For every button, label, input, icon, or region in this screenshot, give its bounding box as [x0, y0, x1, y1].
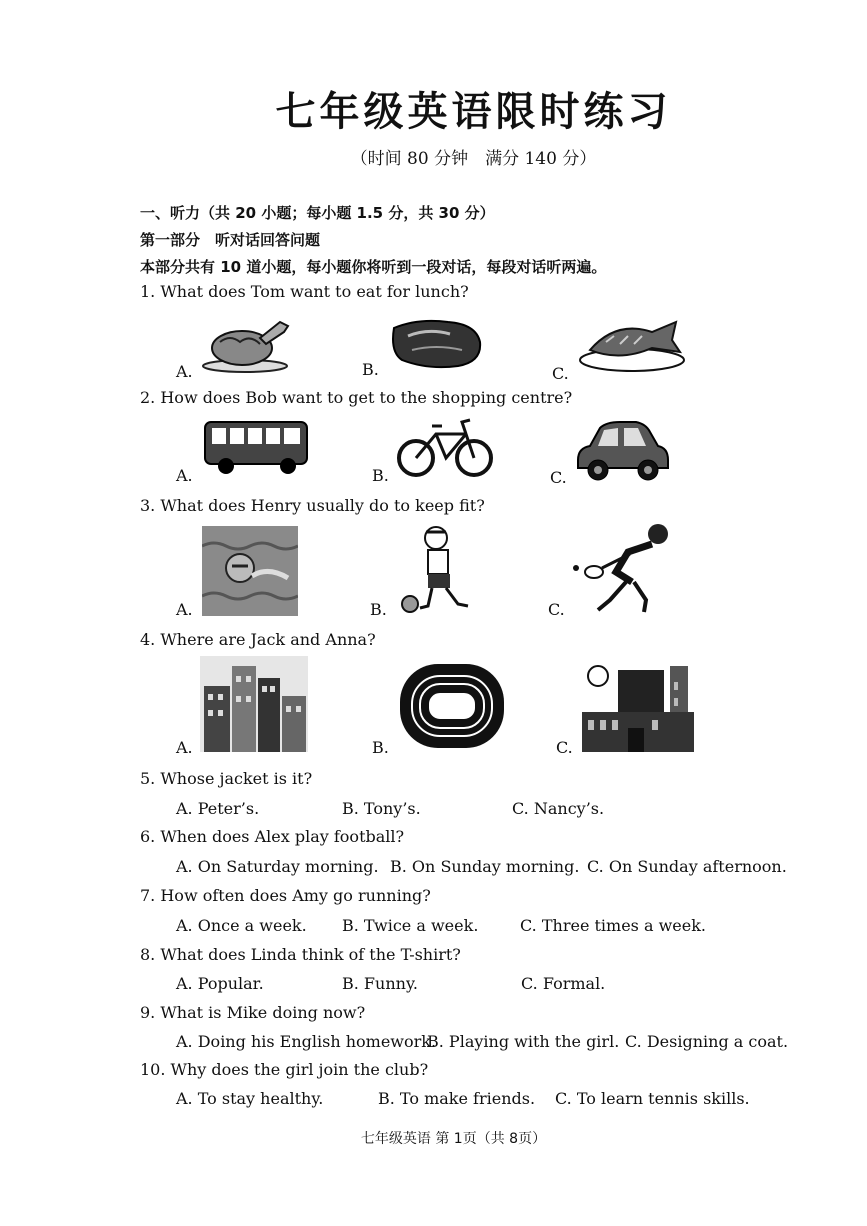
option-a: A. To stay healthy. [176, 1089, 324, 1108]
option-b: B. On Sunday morning. [390, 857, 580, 876]
option-b: B. Tony’s. [342, 799, 421, 818]
option-a: A. On Saturday morning. [176, 857, 379, 876]
bicycle-icon [396, 416, 494, 480]
car-icon [574, 420, 670, 482]
question-8: 8. What does Linda think of the T-shirt? [140, 945, 461, 964]
option-b-label: B. [370, 600, 387, 619]
option-b: B. Playing with the girl. [427, 1032, 620, 1051]
option-c: C. On Sunday afternoon. [587, 857, 787, 876]
option-b: B. To make friends. [378, 1089, 536, 1108]
question-5: 5. Whose jacket is it? [140, 769, 313, 788]
steak-icon [388, 316, 484, 370]
exam-info: （时间 80 分钟 满分 140 分） [350, 149, 597, 169]
question-7: 7. How often does Amy go running? [140, 886, 431, 905]
page-title: 七年级英语限时练习 [275, 89, 672, 135]
question-4: 4. Where are Jack and Anna? [140, 630, 376, 649]
option-a: A. Once a week. [176, 916, 307, 935]
option-b-label: B. [372, 466, 389, 485]
option-b-label: B. [362, 360, 379, 379]
tennis-icon [572, 522, 672, 614]
school-building-icon [582, 662, 694, 752]
fish-dish-icon [576, 310, 688, 374]
option-c-label: C. [552, 364, 569, 383]
question-2: 2. How does Bob want to get to the shopping centre? [140, 388, 573, 407]
question-3: 3. What does Henry usually do to keep fit? [140, 496, 485, 515]
option-a-label: A. [176, 738, 193, 757]
option-c-label: C. [550, 468, 567, 487]
roast-chicken-icon [200, 312, 295, 374]
option-c: C. Nancy’s. [512, 799, 605, 818]
option-a: A. Peter’s. [176, 799, 260, 818]
question-6: 6. When does Alex play football? [140, 827, 405, 846]
football-icon [398, 524, 486, 614]
option-a-label: A. [176, 466, 193, 485]
option-c: C. Formal. [521, 974, 606, 993]
swimming-icon [202, 526, 298, 616]
question-10: 10. Why does the girl join the club? [140, 1060, 429, 1079]
option-c-label: C. [556, 738, 573, 757]
option-a-label: A. [176, 362, 193, 381]
question-1: 1. What does Tom want to eat for lunch? [140, 282, 469, 301]
bus-icon [202, 418, 310, 476]
option-b: B. Twice a week. [342, 916, 479, 935]
page-footer: 七年级英语 第 1页（共 8页） [360, 1131, 547, 1147]
option-a: A. Doing his English homework. [176, 1032, 437, 1051]
option-c-label: C. [548, 600, 565, 619]
question-9: 9. What is Mike doing now? [140, 1003, 366, 1022]
option-c: C. To learn tennis skills. [555, 1089, 750, 1108]
option-b: B. Funny. [342, 974, 418, 993]
part-title: 第一部分 听对话回答问题 [140, 231, 321, 249]
option-c: C. Designing a coat. [625, 1032, 789, 1051]
city-buildings-icon [200, 656, 308, 752]
option-a: A. Popular. [176, 974, 264, 993]
section-heading: 一、听力（共 20 小题；每小题 1.5 分，共 30 分） [140, 204, 495, 222]
option-c: C. Three times a week. [520, 916, 707, 935]
running-track-icon [398, 662, 506, 750]
option-b-label: B. [372, 738, 389, 757]
part-instruction: 本部分共有 10 道小题，每小题你将听到一段对话，每段对话听两遍。 [140, 258, 607, 276]
option-a-label: A. [176, 600, 193, 619]
